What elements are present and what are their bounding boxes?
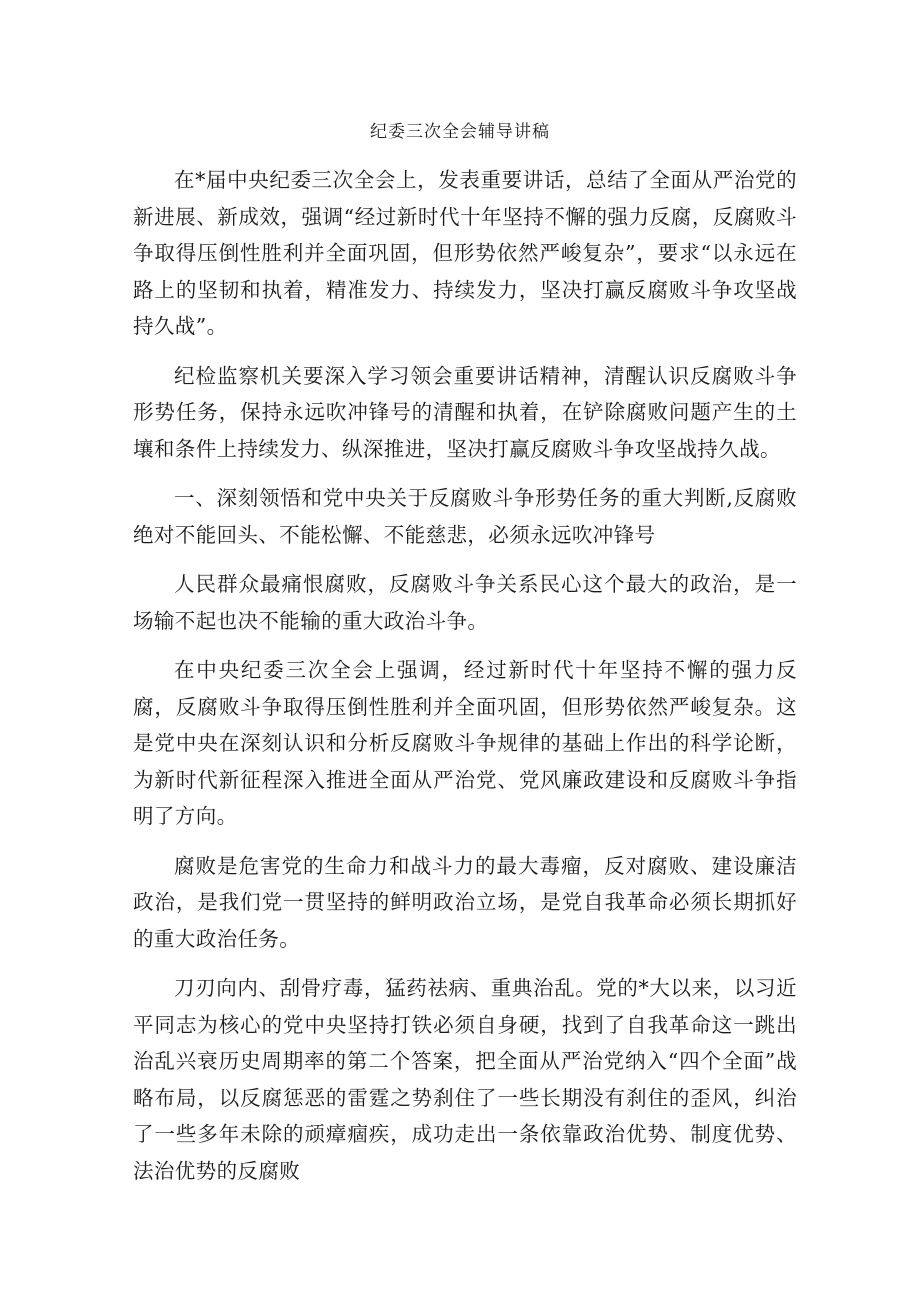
paragraph-4: 在中央纪委三次全会上强调，经过新时代十年坚持不懈的强力反腐，反腐败斗争取得压倒性胜利并全面巩固，但形势依然严峻复杂。这是党中央在深刻认识和分析反腐败斗争规律的基础上作出的科学论断，为新时代新征程深入推进全面从严治党、党风廉政建设和反腐败斗争指明了方向。 bbox=[133, 658, 797, 828]
paragraph-2: 纪检监察机关要深入学习领会重要讲话精神，清醒认识反腐败斗争形势任务，保持永远吹冲锋号的清醒和执着，在铲除腐败问题产生的土壤和条件上持续发力、纵深推进，坚决打赢反腐败斗争攻坚战持久战。 bbox=[133, 363, 797, 461]
document-body bbox=[133, 162, 797, 1202]
paragraph-5: 腐败是危害党的生命力和战斗力的最大毒瘤，反对腐败、建设廉洁政治，是我们党一贯坚持的鲜明政治立场，是党自我革命必须长期抓好的重大政治任务。 bbox=[133, 853, 797, 951]
document-title: 纪委三次全会辅导讲稿 bbox=[370, 122, 550, 142]
paragraph-3: 人民群众最痛恨腐败，反腐败斗争关系民心这个最大的政治，是一场输不起也决不能输的重大政治斗争。 bbox=[133, 572, 797, 633]
section-heading-1: 一、深刻领悟和党中央关于反腐败斗争形势任务的重大判断,反腐败绝对不能回头、不能松懈、不能慈悲，必须永远吹冲锋号 bbox=[133, 486, 797, 547]
paragraph-1: 在*届中央纪委三次全会上，发表重要讲话，总结了全面从严治党的新进展、新成效，强调“经过新时代十年坚持不懈的强力反腐，反腐败斗争取得压倒性胜利并全面巩固，但形势依然严峻复杂”，要求“以永远在路上的坚韧和执着，精准发力、持续发力，坚决打赢反腐败斗争攻坚战持久战”。 bbox=[133, 168, 797, 338]
paragraph-6: 刀刃向内、刮骨疗毒，猛药祛病、重典治乱。党的*大以来，以习近平同志为核心的党中央坚持打铁必须自身硬，找到了自我革命这一跳出治乱兴衰历史周期率的第二个答案，把全面从严治党纳入“四个全面”战略布局，以反腐惩恶的雷霆之势刹住了一些长期没有刹住的歪风，纠治了一些多年未除的顽瘴痼疾，成功走出一条依靠政治优势、制度优势、法治优势的反腐败 bbox=[133, 976, 797, 1183]
